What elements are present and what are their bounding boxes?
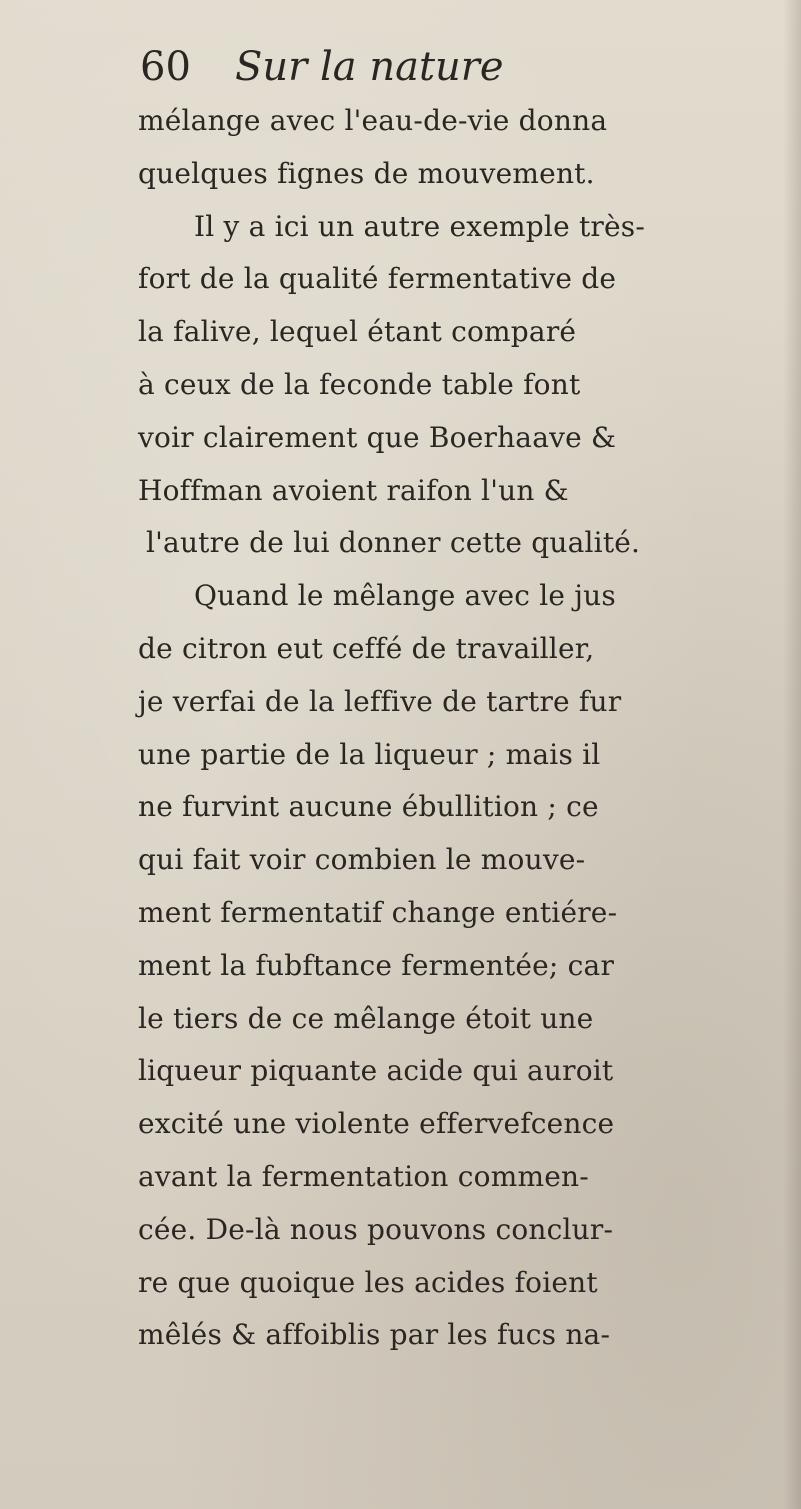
text-line: je verfai de la leffive de tartre fur <box>138 684 622 718</box>
text-line: Quand le mêlange avec le jus <box>194 579 616 613</box>
text-line: ment la fubftance fermentée; car <box>138 948 615 982</box>
text-line: liqueur piquante acide qui auroit <box>138 1054 614 1088</box>
page-number: 60 <box>140 44 191 90</box>
text-line: quelques fignes de mouvement. <box>138 156 595 190</box>
text-line: excité une violente effervefcence <box>138 1107 615 1141</box>
text-line: à ceux de la feconde table font <box>138 367 581 401</box>
text-line: re que quoique les acides foient <box>138 1265 598 1299</box>
text-line: Hoffman avoient raifon l'un & <box>138 473 569 507</box>
text-line: Il y a ici un autre exemple très- <box>194 209 645 243</box>
text-line: avant la fermentation commen- <box>138 1159 589 1193</box>
text-line: de citron eut ceffé de travailler, <box>138 631 595 665</box>
text-line: ne furvint aucune ébullition ; ce <box>138 790 599 824</box>
text-line: ment fermentatif change entiére- <box>138 895 618 929</box>
running-head: Sur la nature <box>235 44 504 90</box>
text-line: la falive, lequel étant comparé <box>138 315 577 349</box>
text-line: qui fait voir combien le mouve- <box>138 843 586 877</box>
text-line: cée. De-là nous pouvons conclur- <box>138 1212 614 1246</box>
text-line: mêlés & affoiblis par les fucs na- <box>138 1318 611 1352</box>
text-line: mélange avec l'eau-de-vie donna <box>138 104 608 137</box>
text-line: l'autre de lui donner cette qualité. <box>146 526 641 560</box>
text-line: une partie de la liqueur ; mais il <box>138 737 601 771</box>
body-text <box>138 95 798 1362</box>
text-line: fort de la qualité fermentative de <box>138 262 617 296</box>
text-line: le tiers de ce mêlange étoit une <box>138 1001 594 1035</box>
text-line: voir clairement que Boerhaave & <box>138 420 617 454</box>
